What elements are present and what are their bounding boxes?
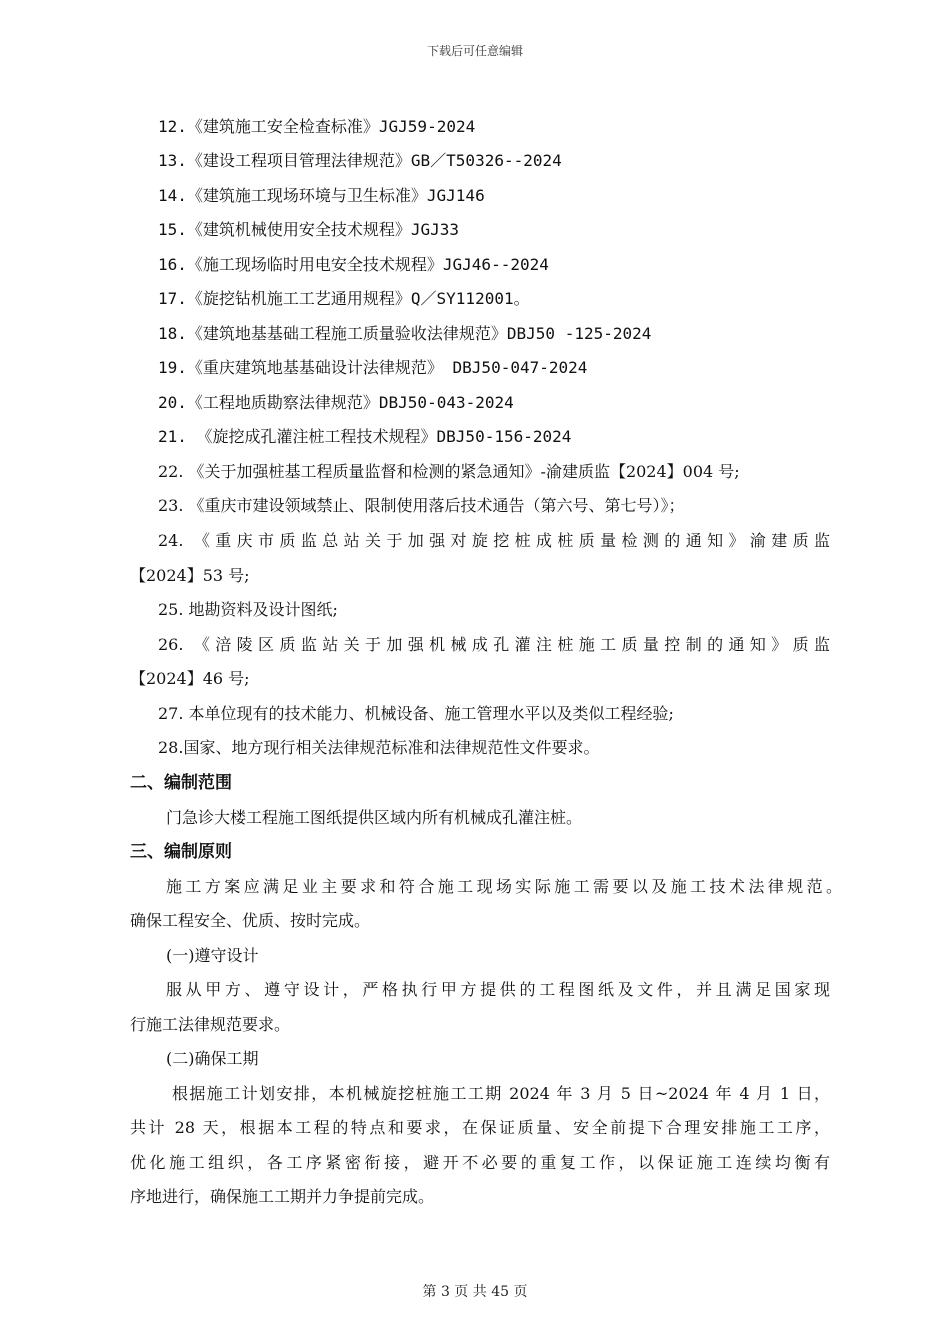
reference-item-22: 22. 《关于加强桩基工程质量监督和检测的紧急通知》-渝建质监【2024】004 号;: [158, 462, 740, 481]
subsection-1-line-1: 服从甲方、遵守设计，严格执行甲方提供的工程图纸及文件，并且满足国家现: [166, 980, 830, 999]
page-footer: 第 3 页 共 45 页: [422, 1284, 528, 1300]
subsection-2-line-1: 根据施工计划安排，本机械旋挖桩施工工期 2024 年 3 月 5 日~2024 年 4 月 1 日，: [172, 1084, 830, 1103]
section-2-body: 门急诊大楼工程施工图纸提供区域内所有机械成孔灌注桩。: [166, 808, 583, 827]
subsection-2-line-3: 优化施工组织，各工序紧密衔接，避开不必要的重复工作，以保证施工连续均衡有: [130, 1153, 830, 1172]
reference-item-26-cont: 【2024】46 号;: [130, 669, 250, 688]
reference-item-25: 25. 地勘资料及设计图纸;: [158, 600, 338, 619]
reference-item-19: 19.《重庆建筑地基基础设计法律规范》 DBJ50-047-2024: [158, 358, 588, 377]
reference-item-14: 14.《建筑施工现场环境与卫生标准》JGJ146: [158, 186, 485, 205]
reference-item-23: 23. 《重庆市建设领域禁止、限制使用落后技术通告（第六号、第七号）》；: [158, 496, 685, 515]
section-3-intro-line-2: 确保工程安全、优质、按时完成。: [130, 911, 371, 930]
reference-item-20: 20.《工程地质勘察法律规范》DBJ50-043-2024: [158, 393, 514, 412]
section-2-heading: 二、编制范围: [130, 773, 232, 793]
subsection-1-heading: (一)遵守设计: [166, 946, 259, 965]
reference-item-16: 16.《施工现场临时用电安全技术规程》JGJ46--2024: [158, 255, 549, 274]
reference-item-13: 13.《建设工程项目管理法律规范》GB／T50326--2024: [158, 151, 562, 170]
reference-item-12: 12.《建筑施工安全检查标准》JGJ59-2024: [158, 117, 476, 136]
subsection-2-line-2: 共计 28 天，根据本工程的特点和要求，在保证质量、安全前提下合理安排施工工序，: [130, 1118, 830, 1137]
reference-item-28: 28.国家、地方现行相关法律规范标准和法律规范性文件要求。: [158, 738, 600, 757]
section-3-intro-line-1: 施工方案应满足业主要求和符合施工现场实际施工需要以及施工技术法律规范。: [166, 877, 842, 896]
reference-item-18: 18.《建筑地基基础工程施工质量验收法律规范》DBJ50 -125-2024: [158, 324, 652, 343]
section-3-heading: 三、编制原则: [130, 842, 232, 862]
subsection-2-heading: (二)确保工期: [166, 1049, 259, 1068]
reference-item-17: 17.《旋挖钻机施工工艺通用规程》Q／SY112001。: [158, 289, 530, 308]
reference-item-24: 24. 《重庆市质监总站关于加强对旋挖桩成桩质量检测的通知》渝建质监: [158, 531, 830, 550]
reference-item-26: 26. 《涪陵区质监站关于加强机械成孔灌注桩施工质量控制的通知》质监: [158, 635, 830, 654]
subsection-2-line-4: 序地进行，确保施工工期并力争提前完成。: [130, 1187, 435, 1206]
reference-item-24-cont: 【2024】53 号;: [130, 566, 250, 585]
reference-item-15: 15.《建筑机械使用安全技术规程》JGJ33: [158, 220, 460, 239]
reference-item-27: 27. 本单位现有的技术能力、机械设备、施工管理水平以及类似工程经验;: [158, 704, 674, 723]
page-header: 下载后可任意编辑: [426, 44, 523, 58]
subsection-1-line-2: 行施工法律规范要求。: [130, 1015, 291, 1034]
reference-item-21: 21. 《旋挖成孔灌注桩工程技术规程》DBJ50-156-2024: [158, 427, 572, 446]
